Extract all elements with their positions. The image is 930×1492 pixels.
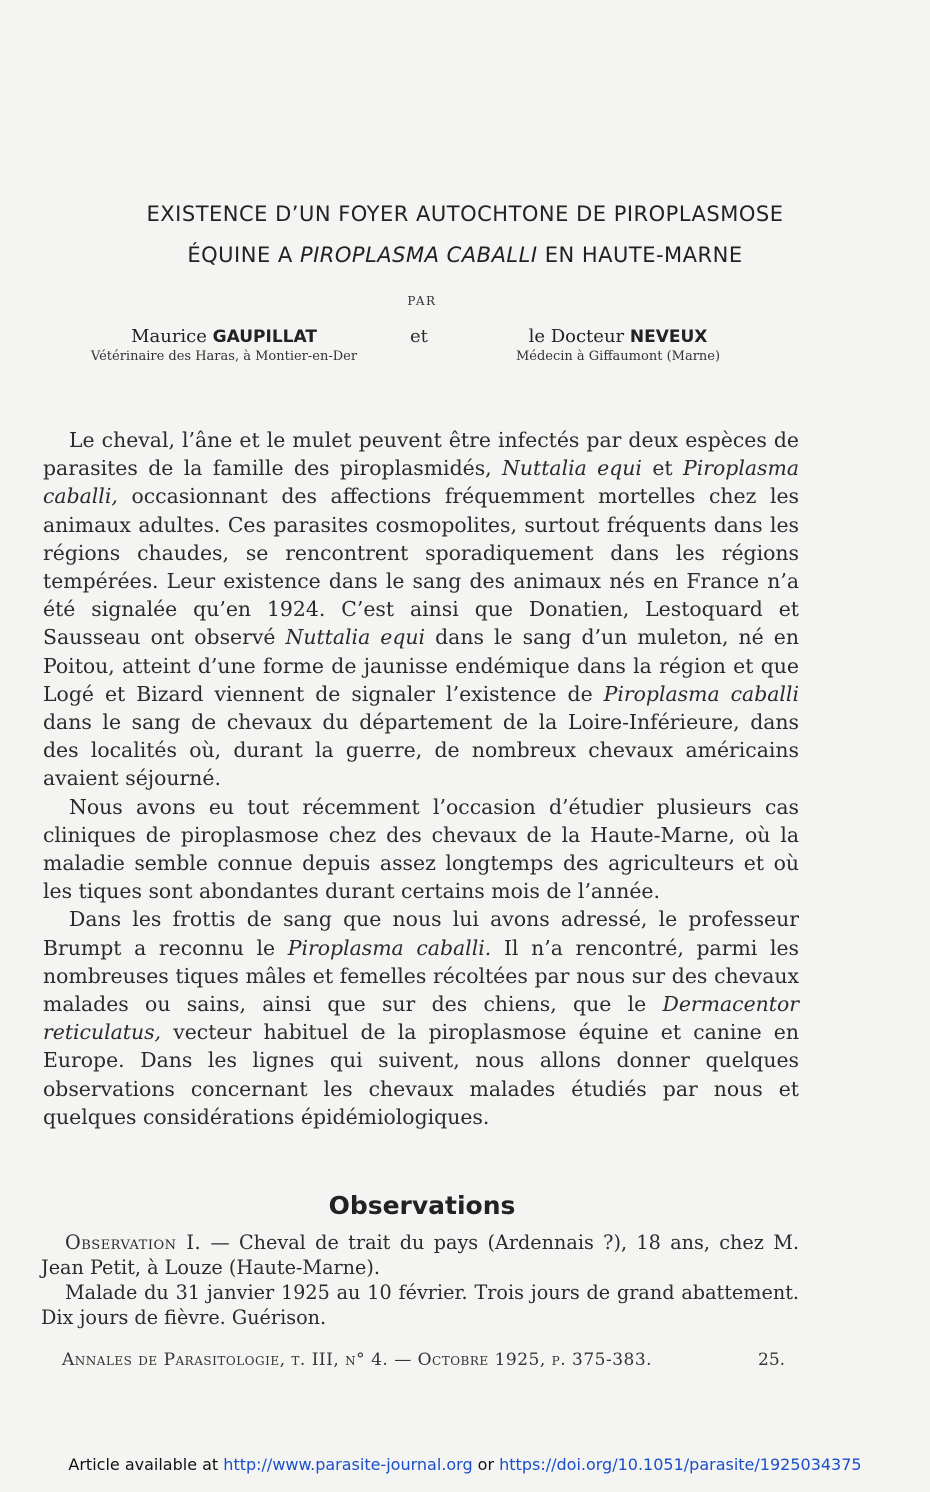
- byline-par: PAR: [407, 294, 437, 308]
- author-1-last: GAUPILLAT: [212, 327, 317, 347]
- page-number: 25.: [758, 1350, 786, 1370]
- byline-et: et: [410, 326, 428, 347]
- title-line-2: [0, 243, 930, 267]
- species-name: Piroplasma caballi.: [287, 935, 492, 960]
- availability-or: or: [472, 1455, 500, 1474]
- species-name: Piroplasma caballi,: [43, 456, 799, 509]
- author-1-affiliation: Vétérinaire des Haras, à Montier-en-Der: [90, 349, 358, 364]
- observation-1-text: — Cheval de trait du pays (Ardennais ?), 18 ans, chez M. Jean Petit, à Louze (Haute-Marne).: [41, 1231, 799, 1279]
- observation-label: Observation I.: [65, 1231, 202, 1254]
- author-2-first: le Docteur: [528, 326, 630, 347]
- paragraph-3: Dans les frottis de sang que nous lui avons adressé, le professeur Brumpt a reconnu le Piroplasma caballi. Il n’a rencontré, parmi les nombreuses tiques mâles et femelles récoltées par nous sur des chevaux malades ou sains, ainsi que sur des chiens, que le Dermacentor reticulatus, vecteur habituel de la piroplasmose équine et canine en Europe. Dans les lignes qui suivent, nous allons donner quelques observations concernant les chevaux malades étudiés par nous et quelques considérations épidémiologiques.: [43, 907, 800, 1129]
- title-line-1: EXISTENCE D’UN FOYER AUTOCHTONE DE PIROPLASMOSE: [146, 202, 784, 226]
- title-line-2-suffix: EN HAUTE-MARNE: [537, 243, 743, 267]
- availability-line: [0, 1455, 930, 1474]
- journal-link[interactable]: http://www.parasite-journal.org: [223, 1455, 473, 1474]
- species-name: Nuttalia equi: [502, 456, 642, 481]
- species-name: Dermacentor reticulatus,: [43, 992, 799, 1045]
- observation-1: [41, 1230, 799, 1330]
- title-species: PIROPLASMA CABALLI: [299, 243, 538, 267]
- author-1-name: [56, 326, 392, 347]
- title-line-2-prefix: ÉQUINE A: [187, 243, 300, 267]
- species-name: Piroplasma caballi: [603, 681, 799, 706]
- journal-footer: [62, 1350, 786, 1370]
- species-name: Nuttalia equi: [285, 625, 426, 650]
- observation-1-intro: [41, 1230, 799, 1280]
- author-2-last: NEVEUX: [629, 327, 708, 347]
- author-2: [488, 326, 748, 364]
- author-2-affiliation: Médecin à Giffaumont (Marne): [515, 349, 721, 364]
- author-1-first: Maurice: [131, 326, 213, 347]
- journal-citation: t. III, n° 4. — Octobre 1925, p. 375-383.: [285, 1350, 653, 1370]
- observation-1-detail: Malade du 31 janvier 1925 au 10 février. Trois jours de grand abattement. Dix jours de fièvre. Guérison.: [41, 1281, 799, 1329]
- paragraph-2: Nous avons eu tout récemment l’occasion d’étudier plusieurs cas cliniques de piroplasmose chez des chevaux de la Haute-Marne, où la maladie semble connue depuis assez longtemps des agriculteurs et où les tiques sont abondantes durant certains mois de l’année.: [43, 794, 799, 904]
- doi-link[interactable]: https://doi.org/10.1051/parasite/1925034375: [499, 1455, 862, 1474]
- author-1: [56, 326, 392, 364]
- availability-prefix: Article available at: [68, 1455, 224, 1474]
- body-text: [43, 426, 799, 1131]
- journal-name: Annales de Parasitologie,: [62, 1350, 286, 1370]
- author-2-name: [488, 326, 748, 347]
- section-heading: Observations: [328, 1190, 516, 1220]
- paragraph-1: Le cheval, l’âne et le mulet peuvent être infectés par deux espèces de parasites de la famille des piroplasmidés, Nuttalia equi et Piroplasma caballi, occasionnant des affections fréquemment mortelles chez les animaux adultes. Ces parasites cosmopolites, surtout fréquents dans les régions chaudes, se rencontrent sporadiquement dans les régions tempérées. Leur existence dans le sang des animaux nés en France n’a été signalée qu’en 1924. C’est ainsi que Donatien, Lestoquard et Sausseau ont observé Nuttalia equi dans le sang d’un muleton, né en Poitou, atteint d’une forme de jaunisse endémique dans la région et que Logé et Bizard viennent de signaler l’existence de Piroplasma caballi dans le sang de chevaux du département de la Loire-Inférieure, dans des localités où, durant la guerre, de nombreux chevaux américains avaient séjourné.: [43, 428, 799, 791]
